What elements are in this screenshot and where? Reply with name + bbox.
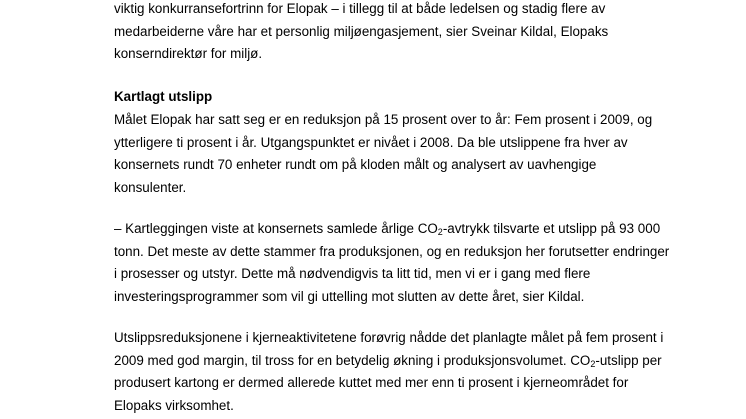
paragraph-kartleggingen [114,218,669,309]
text-line: konsulenter. [114,180,187,196]
subscript-2: 2 [437,227,443,237]
text-line: tonn. Det meste av dette stammer fra produksjonen, og en reduksjon her forutsetter endringer [114,243,670,259]
text-line: konsernets rundt 70 enheter rundt om på kloden målt og analysert av uavhengige [114,157,597,173]
section-heading-kartlagt-utslipp [114,86,212,109]
text-line: konserndirektør for miljø. [114,46,263,62]
text-line: Målet Elopak har satt seg er en reduksjon på 15 prosent over to år: Fem prosent i 2009, og [114,112,653,127]
text-segment: – Kartleggingen viste at konsernets samlede årlige CO [114,221,438,236]
text-segment: -avtrykk tilsvarte et utslipp på 93 000 [442,221,661,236]
text-line-co2 [114,350,663,373]
text-line: Elopaks virksomhet. [114,398,234,414]
text-line: i prosesser og utstyr. Dette må nødvendigvis ta litt tid, men vi er i gang med flere [114,266,591,282]
text-segment: 2009 med god margin, til tross for en betydelig økning i produksjonsvolumet. CO [114,352,591,368]
text-segment: -utslipp per [595,352,662,368]
text-line: viktig konkurransefortrinn for Elopak – i tillegg til at både ledelsen og stadig flere av [114,1,606,16]
text-line: produsert kartong er dermed allerede kuttet med mer enn ti prosent i kjerneområdet for [114,375,629,391]
text-line: Utslippsreduksjonene i kjerneaktivitetene forøvrig nådde det planlagte målet på fem prosent i [114,330,664,345]
text-line: medarbeiderne våre har et personlig miljøengasjement, sier Sveinar Kildal, Elopaks [114,23,609,39]
text-line: investeringsprogrammer som vil gi uttelling mot slutten av dette året, sier Kildal. [114,289,585,305]
paragraph-maalet [114,109,652,200]
paragraph-utslippsreduksjonene [114,327,663,418]
subscript-2: 2 [590,358,596,369]
section-heading: Kartlagt utslipp [114,89,213,104]
text-line: ytterligere ti prosent i år. Utgangspunktet er nivået i 2008. Da ble utslippene fra hver av [114,134,628,150]
paragraph-miljoengasjement [114,0,608,66]
text-line-co2 [114,218,669,241]
